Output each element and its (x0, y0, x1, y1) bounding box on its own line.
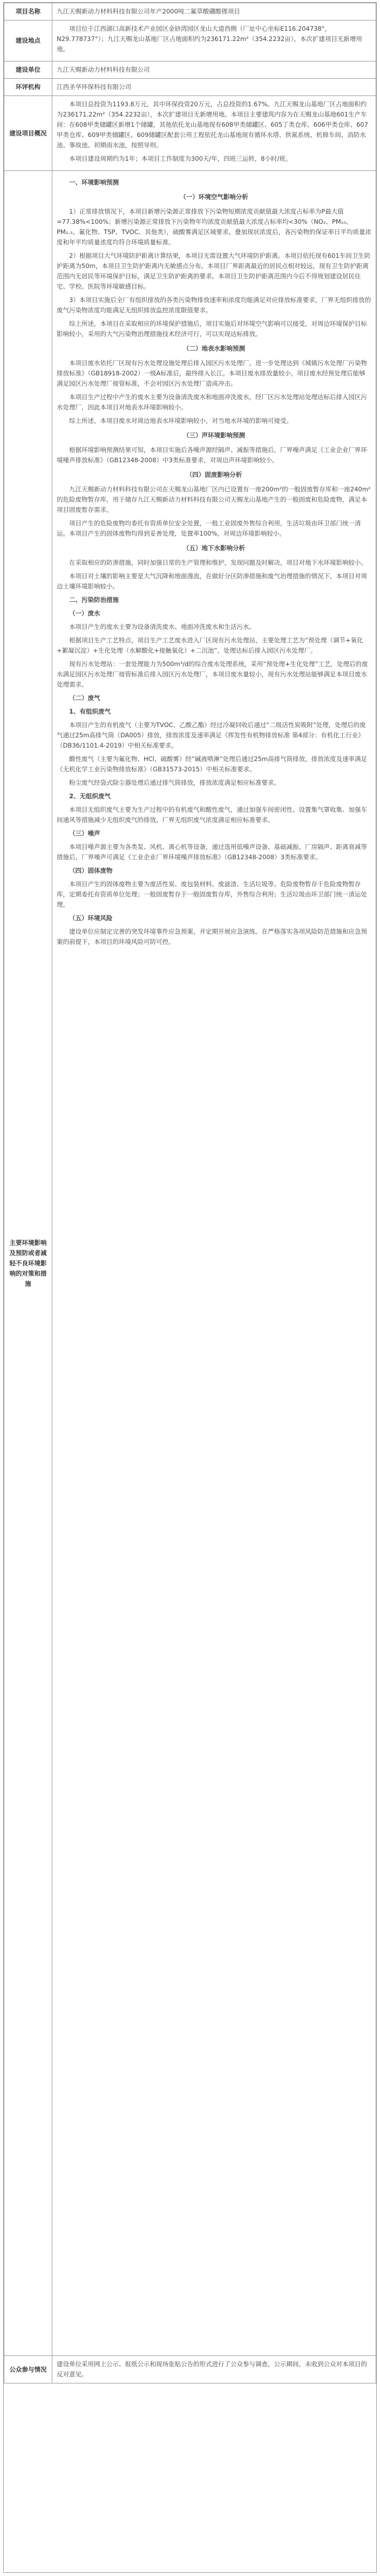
overview-value (52, 96, 376, 171)
overview-paragraph: 本项目总投资为1193.8万元，其中环保投资20万元，占总投资的1.67%。九江天赐龙山基地厂区占地面积约为236171.22m²（354.2232亩），本次扩建项目无新增用地。本项目主要建筑内容为在天赐龙山基地601生产车间：在608甲类储罐区新增1个储罐，其他依托龙山基地现有608甲类储罐区、605丁类仓库、606甲类仓库、607甲类仓库、609甲类储罐区、609储罐区配套公用工程依托龙山基地现有循环水塔、供氮系统、机修车间、消防水池、事故池、初期雨水池，按照导则。 (57, 100, 369, 149)
impact-heading: 一、环境影响预测 (69, 179, 119, 186)
unorganized-paragraph: 本项目无组织废气主要为生产过程中的有机废气和酸性废气，通过加强车间密闭性、设置集气罩收集、加强车间通风等措施减少无组织废气的排放，厂界无组织废气浓度满足相应标准要求。 (57, 806, 367, 824)
row-measures (4, 171, 376, 2356)
air-heading: （一）环境空气影响分析 (180, 193, 248, 201)
organized-heading: 1、有组织废气 (69, 708, 111, 715)
prevention-heading: 二、污染防治措施 (69, 596, 119, 604)
air-paragraph: 3）本项目实施后全厂有组织排放的各类污染物排放速率和浓度均能满足对应排放标准要求，厂界无组织排放的废气污染物浓度均能满足无组织排放监控浓度限值要求。 (57, 296, 371, 314)
unorganized-heading: 2、无组织废气 (69, 792, 111, 800)
water-paragraph: 综上所述，本项目废水对周边地表水环境影响较小，对当地水环境的影响可接受。 (69, 417, 293, 424)
solid-paragraph: 九江天赐新动力材料科技有限公司在天赐龙山基地厂区内已设置有一座200m²的一般固废暂存库和一座240m²的危险废物暂存库，用于储存九江天赐新动力材料科技有限公司天赐龙山基地产生的一般固废和危险废物，满足本项目固废暂存需求。 (57, 485, 371, 513)
noise-measures-heading: （三）噪声 (69, 830, 100, 837)
air-paragraph: 1）正常排放情况下，本项目新增污染源正常排放下污染物短期浓度贡献值最大浓度占标率为P最大值=77.38%<100%；新增污染源正常排放下污染物年均浓度贡献值最大浓度占标率均<30%（NO₂、PM₁₀、PM₂.₅、氟化物、TSP、TVOC、其他类），硫酸雾满足区域要求。叠加现状浓度后，各污染物的保证率日平均质量浓度和年平均质量浓度均符合环境质量标准。 (57, 208, 372, 246)
groundwater-heading: （五）地下水影响分析 (183, 544, 245, 552)
overview-label: 建设项目概况 (4, 96, 52, 171)
risk-paragraph: 建设单位应制定完善的突发环境事件应急预案，并定期开展应急演练。在严格落实各项风险防范措施和应急预案的前提下，本项目的环境风险可防可控。 (57, 928, 367, 946)
organized-paragraph: 酸性废气（主要为氟化物、HCl、硫酸雾）经“碱液喷淋”处理后通过25m高排气筒排放，排放浓度及速率满足《无机化学工业污染物排放标准》（GB31573-2015）中相关标准要求。 (57, 755, 368, 773)
solid-measures-heading: （四）固体废物 (69, 867, 113, 874)
public-label: 公众参与情况 (4, 2356, 52, 2383)
wastewater-paragraph: 现有污水处理站：一套处理能力为500m³/d的综合废水处理系统，采用“预处理+生化处理”工艺，处理后的废水满足园区污水处理厂接管标准后排入园区污水处理厂，本项目废水量较小，现有污水处理站能够满足本项目废水处理需求。 (57, 660, 368, 688)
organized-paragraph: 本项目产生的有机废气（主要为TVOC、乙酸乙酯）经过冷凝回收后通过“二级活性炭吸附”处理，处理后的废气通过25m高排气筒（DA005）排放，排放浓度及速率满足《挥发性有机物排放标准 第4部分：有机化工行业》（DB36/1101.4-2019）中相关标准要求。 (57, 721, 366, 749)
report-form (3, 2, 377, 2573)
builder-label: 建设单位 (4, 61, 52, 79)
location-text: 项目位于江西湖口高新技术产业园区金砂湾园区龙山大道西侧（厂址中心坐标E116.204738°，N29.778737°）；九江天赐龙山基地厂区占地面积约为236171.22m²（354.2232亩），本次扩建项目无新增用地。 (57, 25, 362, 53)
air-paragraph: 综上所述，本项目在采取相应的环境保护措施后，项目实施后对环境空气影响可以接受，对周边环境保护目标影响较小，采用的大气污染物治理措施技术经济可行，可以实现达标排放。 (57, 320, 367, 338)
organized-paragraph: 粉尘废气经袋式除尘器处理后通过排气筒排放，排放浓度满足相应标准要求。 (69, 779, 280, 786)
groundwater-paragraph: 本项目对土壤的影响主要是大气沉降和地面漫流，在做好分区防渗措施和废气治理措施的情况下，本项目对周边土壤环境影响较小。 (57, 572, 367, 590)
project-name-label: 项目名称 (4, 3, 52, 20)
solid-paragraph: 项目产生的危险废物均委托有资质单位安全处置，一般工业固废外售综合利用，生活垃圾由环卫部门统一清运。本项目产生的固体废物均得到妥善处理，处置率100%，对周边环境影响较小。 (57, 519, 361, 537)
row-location (4, 20, 376, 61)
row-builder (4, 61, 376, 79)
wastewater-paragraph: 本项目产生的废水主要为设备清洗废水、地面冲洗废水和生活污水。 (69, 623, 255, 631)
eia-unit-value: 江西圣华环保科技有限公司 (52, 79, 376, 96)
air-paragraph: 2）根据项目大气环境防护距离计算结果，本项目无需设置大气环境防护距离。本项目依托现有601车间卫生防护距离为50m，本项目卫生防护距离内无敏感点分布。本项目厂界距离最近的居民点相对较远，现有卫生防护距离范围内无居民等环境保护目标，满足卫生防护距离的要求。本项目卫生防护距离范围内今后不得规划建设居民住宅、学校、医院等环境敏感目标。 (57, 252, 371, 290)
water-paragraph: 本项目废水依托厂区现有污水处理设施处理后排入园区污水处理厂，进一步处理达到《城镇污水处理厂污染物排放标准》（GB18918-2002）一级A标准后，最终排入长江。本项目废水排放量较小，项目废水经预处理后能够满足园区污水处理厂接管标准，不会对园区污水处理厂造成冲击。 (57, 359, 367, 387)
row-public (4, 2356, 376, 2383)
project-name-value: 九江天赐新动力材料科技有限公司年产2000吨二氟草酸硼酸锂项目 (52, 3, 376, 20)
location-label: 建设地点 (4, 20, 52, 61)
solid-measures-paragraph: 本项目产生的固体废物主要为废活性炭、废包装材料、废滤渣、生活垃圾等。危险废物暂存于危险废物暂存库，定期委托有资质单位处理；一般固废暂存于一般固废暂存库，外售综合利用；生活垃圾由环卫部门统一清运处理。 (57, 880, 367, 908)
water-paragraph: 本项目生产过程中产生的废水主要为设备清洗废水和地面冲洗废水，经厂区污水处理站处理达标后排入园区污水处理厂，因此本项目对地表水环境影响较小。 (57, 393, 367, 411)
row-overview (4, 96, 376, 171)
builder-value: 九江天赐新动力材料科技有限公司 (52, 61, 376, 79)
eia-unit-label: 环评机构 (4, 79, 52, 96)
wastewater-heading: （一）废水 (69, 609, 100, 617)
risk-heading: （五）环境风险 (69, 914, 113, 922)
wastewater-paragraph: 根据项目生产工艺特点，项目生产工艺废水进入厂区现有污水处理站，主要处理工艺为“预处理（调节+氧化+絮凝沉淀）+生化处理（水解酸化+接触氧化）+二沉池”，处理达标后排入园区污水处理厂。 (57, 636, 363, 654)
noise-measures-paragraph: 本项目噪声源主要为各类泵、风机、离心机等设备，通过选用低噪声设备、基础减振、厂房隔声、距离衰减等措施后，厂界噪声可满足《工业企业厂界环境噪声排放标准》（GB12348-2008）3类标准要求。 (57, 843, 367, 861)
public-value: 建设单位采用网上公示、报纸公示和现场张贴公告的形式进行了公众参与调查，公示期间，未收到公众对本项目的反对意见。 (52, 2356, 376, 2383)
water-heading: （二）地表水影响预测 (183, 345, 245, 352)
noise-heading: （三）声环境影响预测 (183, 431, 245, 439)
measures-label: 主要环境影响及预防或者减轻不良环境影响的对策和措施 (4, 171, 52, 2356)
overview-paragraph: 本项目建设周期约为1年；本项目工作制度为300天/年，四班三运转，8小时/班。 (69, 155, 292, 162)
row-project-name (4, 3, 376, 20)
row-eia-unit (4, 79, 376, 96)
solid-heading: （四）固废影响分析 (186, 471, 242, 478)
exhaust-heading: （二）废气 (69, 694, 100, 702)
location-value (52, 20, 376, 61)
measures-value (52, 171, 376, 2356)
groundwater-paragraph: 在采取相应的防渗措施，同时加强日常的生产管理和维护，发现问题及时解决，项目对地下水环境影响较小。 (69, 559, 367, 566)
info-table (4, 3, 376, 2383)
noise-paragraph: 根据环境影响预测结果可知，本项目实施后各噪声源经隔声、减振等措施后，厂界噪声满足《工业企业厂界环境噪声排放标准》（GB12348-2008）中3类标准要求，对周边声环境影响较小。 (57, 446, 367, 464)
